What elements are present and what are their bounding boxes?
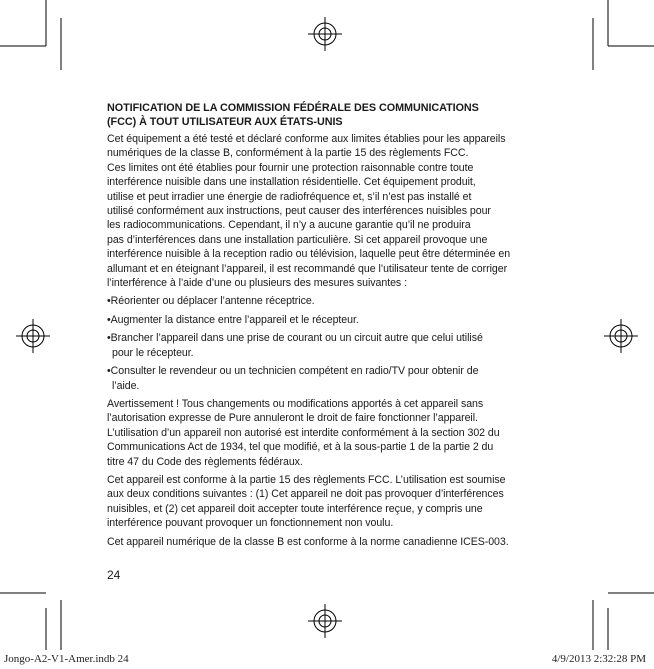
bullet-line: •Réorienter ou déplacer l’antenne réceptrice.	[107, 295, 315, 308]
registration-target-left	[16, 319, 50, 353]
registration-target-bottom	[308, 604, 342, 638]
bullet-item	[107, 331, 567, 360]
text-line: L’utilisation d’un appareil non autorisé est interdite conformément à la section 302 du	[107, 426, 500, 439]
bullet-line: •Augmenter la distance entre l’appareil et le récepteur.	[107, 313, 359, 326]
text-line: pas d’interférences dans une installation particulière. Si cet appareil provoque une	[107, 233, 488, 246]
bullet-item	[107, 364, 567, 393]
text-line: Ces limites ont été établies pour fournir une protection raisonnable contre toute	[107, 161, 474, 174]
text-line: Cet appareil numérique de la classe B est conforme à la norme canadienne ICES-003.	[107, 535, 509, 548]
registration-target-right	[604, 319, 638, 353]
text-line: allumant et en éteignant l’appareil, il est recommandé que l’utilisateur tente de corriger	[107, 262, 508, 275]
conformity-paragraph	[107, 473, 567, 531]
text-line: les radiocommunications. Cependant, il n’y a aucune garantie qu’il ne produira	[107, 219, 471, 232]
heading-line: NOTIFICATION DE LA COMMISSION FÉDÉRALE DES COMMUNICATIONS	[107, 102, 479, 114]
text-line: Cet équipement a été testé et déclaré conforme aux limites établies pour les appareils	[107, 133, 506, 145]
text-line: utilise et peut irradier une énergie de radiofréquence et, s’il n’est pas installé et	[107, 190, 472, 203]
text-line: interférence nuisible à la reception radio ou télévision, laquelle peut être déterminée en	[107, 248, 511, 261]
bullet-item	[107, 313, 567, 327]
text-line: interférence nuisible dans une installation résidentielle. Cet équipement produit,	[107, 176, 476, 189]
text-line: utilisé conformément aux instructions, peut causer des interférences nuisibles pour	[107, 205, 491, 218]
text-line: aux deux conditions suivantes : (1) Cet appareil ne doit pas provoquer d’interférences	[107, 488, 504, 501]
text-line: Communications Act de 1934, tel que modifié, et à la sous-partie 1 de la partie 2 du	[107, 441, 494, 454]
canada-paragraph	[107, 535, 567, 549]
text-line: l’interférence à l’aide d’une ou plusieurs des mesures suivantes :	[107, 277, 407, 290]
text-line: Cet appareil est conforme à la partie 15 des règlements FCC. L’utilisation est soumise	[107, 473, 506, 486]
text-line: titre 47 du Code des règlements fédéraux.	[107, 455, 303, 468]
text-line: numériques de la classe B, conformément à la partie 15 des règlements FCC.	[107, 147, 469, 160]
slug-timestamp: 4/9/2013 2:32:28 PM	[551, 653, 646, 665]
bullet-line: •Brancher l’appareil dans une prise de courant ou un circuit autre que celui utilisé	[107, 332, 483, 345]
notice-heading	[107, 101, 567, 129]
registration-target-top	[308, 17, 342, 51]
warning-paragraph	[107, 397, 567, 469]
bullet-item	[107, 294, 567, 308]
bullet-line: l’aide.	[112, 379, 140, 392]
bullet-line: •Consulter le revendeur ou un technicien compétent en radio/TV pour obtenir de	[107, 365, 479, 378]
text-line: Avertissement ! Tous changements ou modifications apportés à cet appareil sans	[107, 397, 484, 410]
intro-paragraph	[107, 132, 567, 290]
page-number: 24	[107, 568, 121, 582]
heading-line: (FCC) À TOUT UTILISATEUR AUX ÉTATS-UNIS	[107, 116, 343, 128]
bullet-line: pour le récepteur.	[112, 346, 194, 359]
fcc-notice	[107, 101, 567, 553]
text-line: l’autorisation expresse de Pure annuleront le droit de faire fonctionner l’appareil.	[107, 412, 478, 425]
slug-filename: Jongo-A2-V1-Amer.indb 24	[4, 653, 129, 665]
text-line: interférence pouvant provoquer un fonctionnement non voulu.	[107, 517, 394, 530]
text-line: nuisibles, et (2) cet appareil doit accepter toute interférence reçue, y compris une	[107, 502, 483, 515]
